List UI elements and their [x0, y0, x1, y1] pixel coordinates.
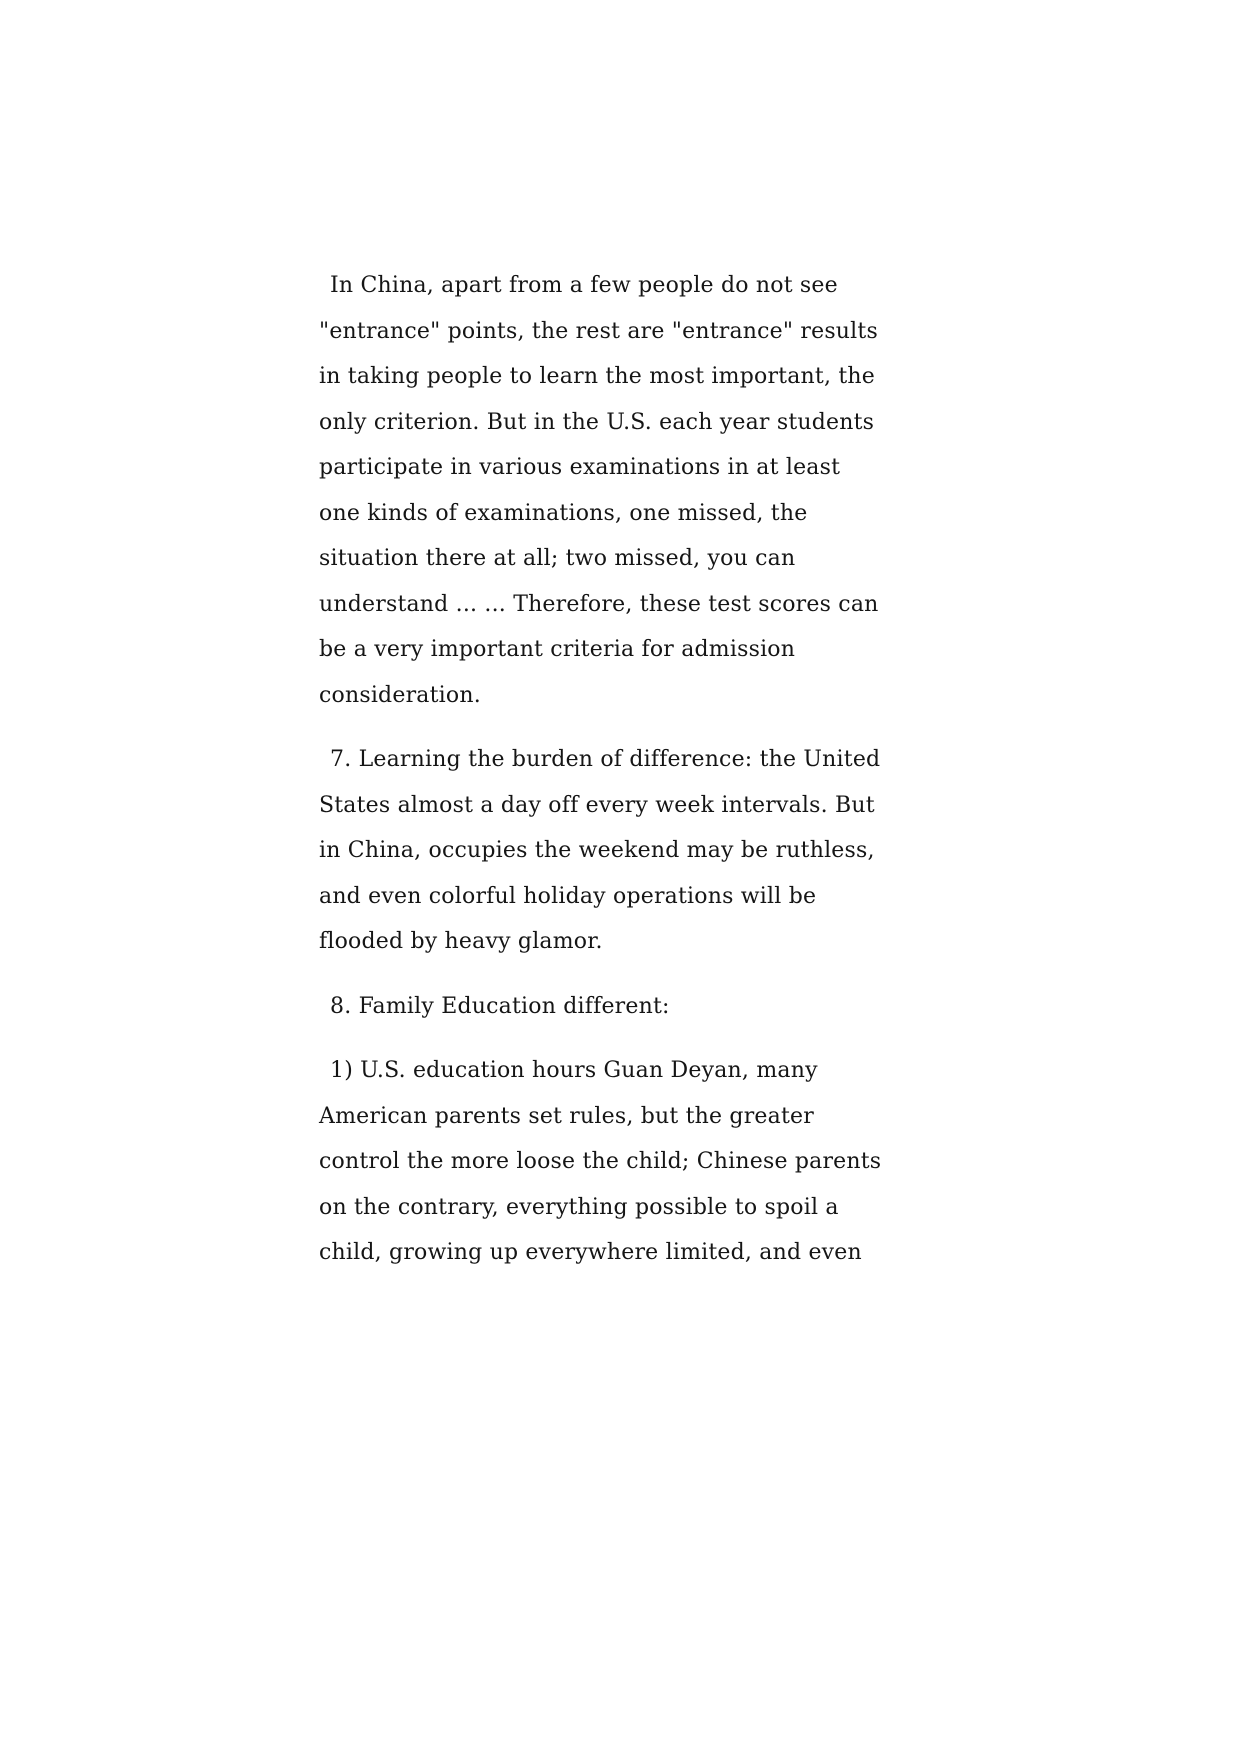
text-line: consideration.	[319, 682, 481, 708]
text-line: only criterion. But in the U.S. each year students	[319, 409, 875, 435]
text-line: situation there at all; two missed, you can	[319, 546, 796, 571]
text-line: in China, occupies the weekend may be ruthless,	[319, 838, 875, 863]
text-line: American parents set rules, but the greater	[319, 1103, 814, 1129]
text-line: flooded by heavy glamor.	[319, 929, 603, 954]
paragraph-family-education-point-1	[319, 1048, 939, 1276]
text-line: States almost a day off every week intervals. But	[319, 792, 875, 818]
body-text	[319, 263, 939, 1295]
text-line: In China, apart from a few people do not see	[330, 273, 838, 298]
text-line: on the contrary, everything possible to spoil a	[319, 1194, 839, 1220]
text-line: 8. Family Education different:	[330, 993, 670, 1019]
text-line: and even colorful holiday operations will be	[319, 883, 817, 909]
text-line: 7. Learning the burden of difference: the United	[330, 747, 881, 772]
text-line: child, growing up everywhere limited, and even	[319, 1240, 862, 1265]
text-line: understand ... ... Therefore, these test scores can	[319, 591, 879, 617]
text-line: control the more loose the child; Chinese parents	[319, 1149, 882, 1174]
text-line: "entrance" points, the rest are "entrance" results	[319, 318, 878, 344]
text-line: one kinds of examinations, one missed, the	[319, 500, 808, 526]
paragraph-learning-burden	[319, 737, 939, 965]
text-line: 1) U.S. education hours Guan Deyan, many	[330, 1058, 818, 1083]
paragraph-family-education-heading	[319, 984, 939, 1030]
text-line: participate in various examinations in at least	[319, 455, 841, 480]
text-line: in taking people to learn the most important, the	[319, 364, 875, 389]
paragraph-admission	[319, 263, 939, 718]
text-line: be a very important criteria for admission	[319, 637, 796, 662]
